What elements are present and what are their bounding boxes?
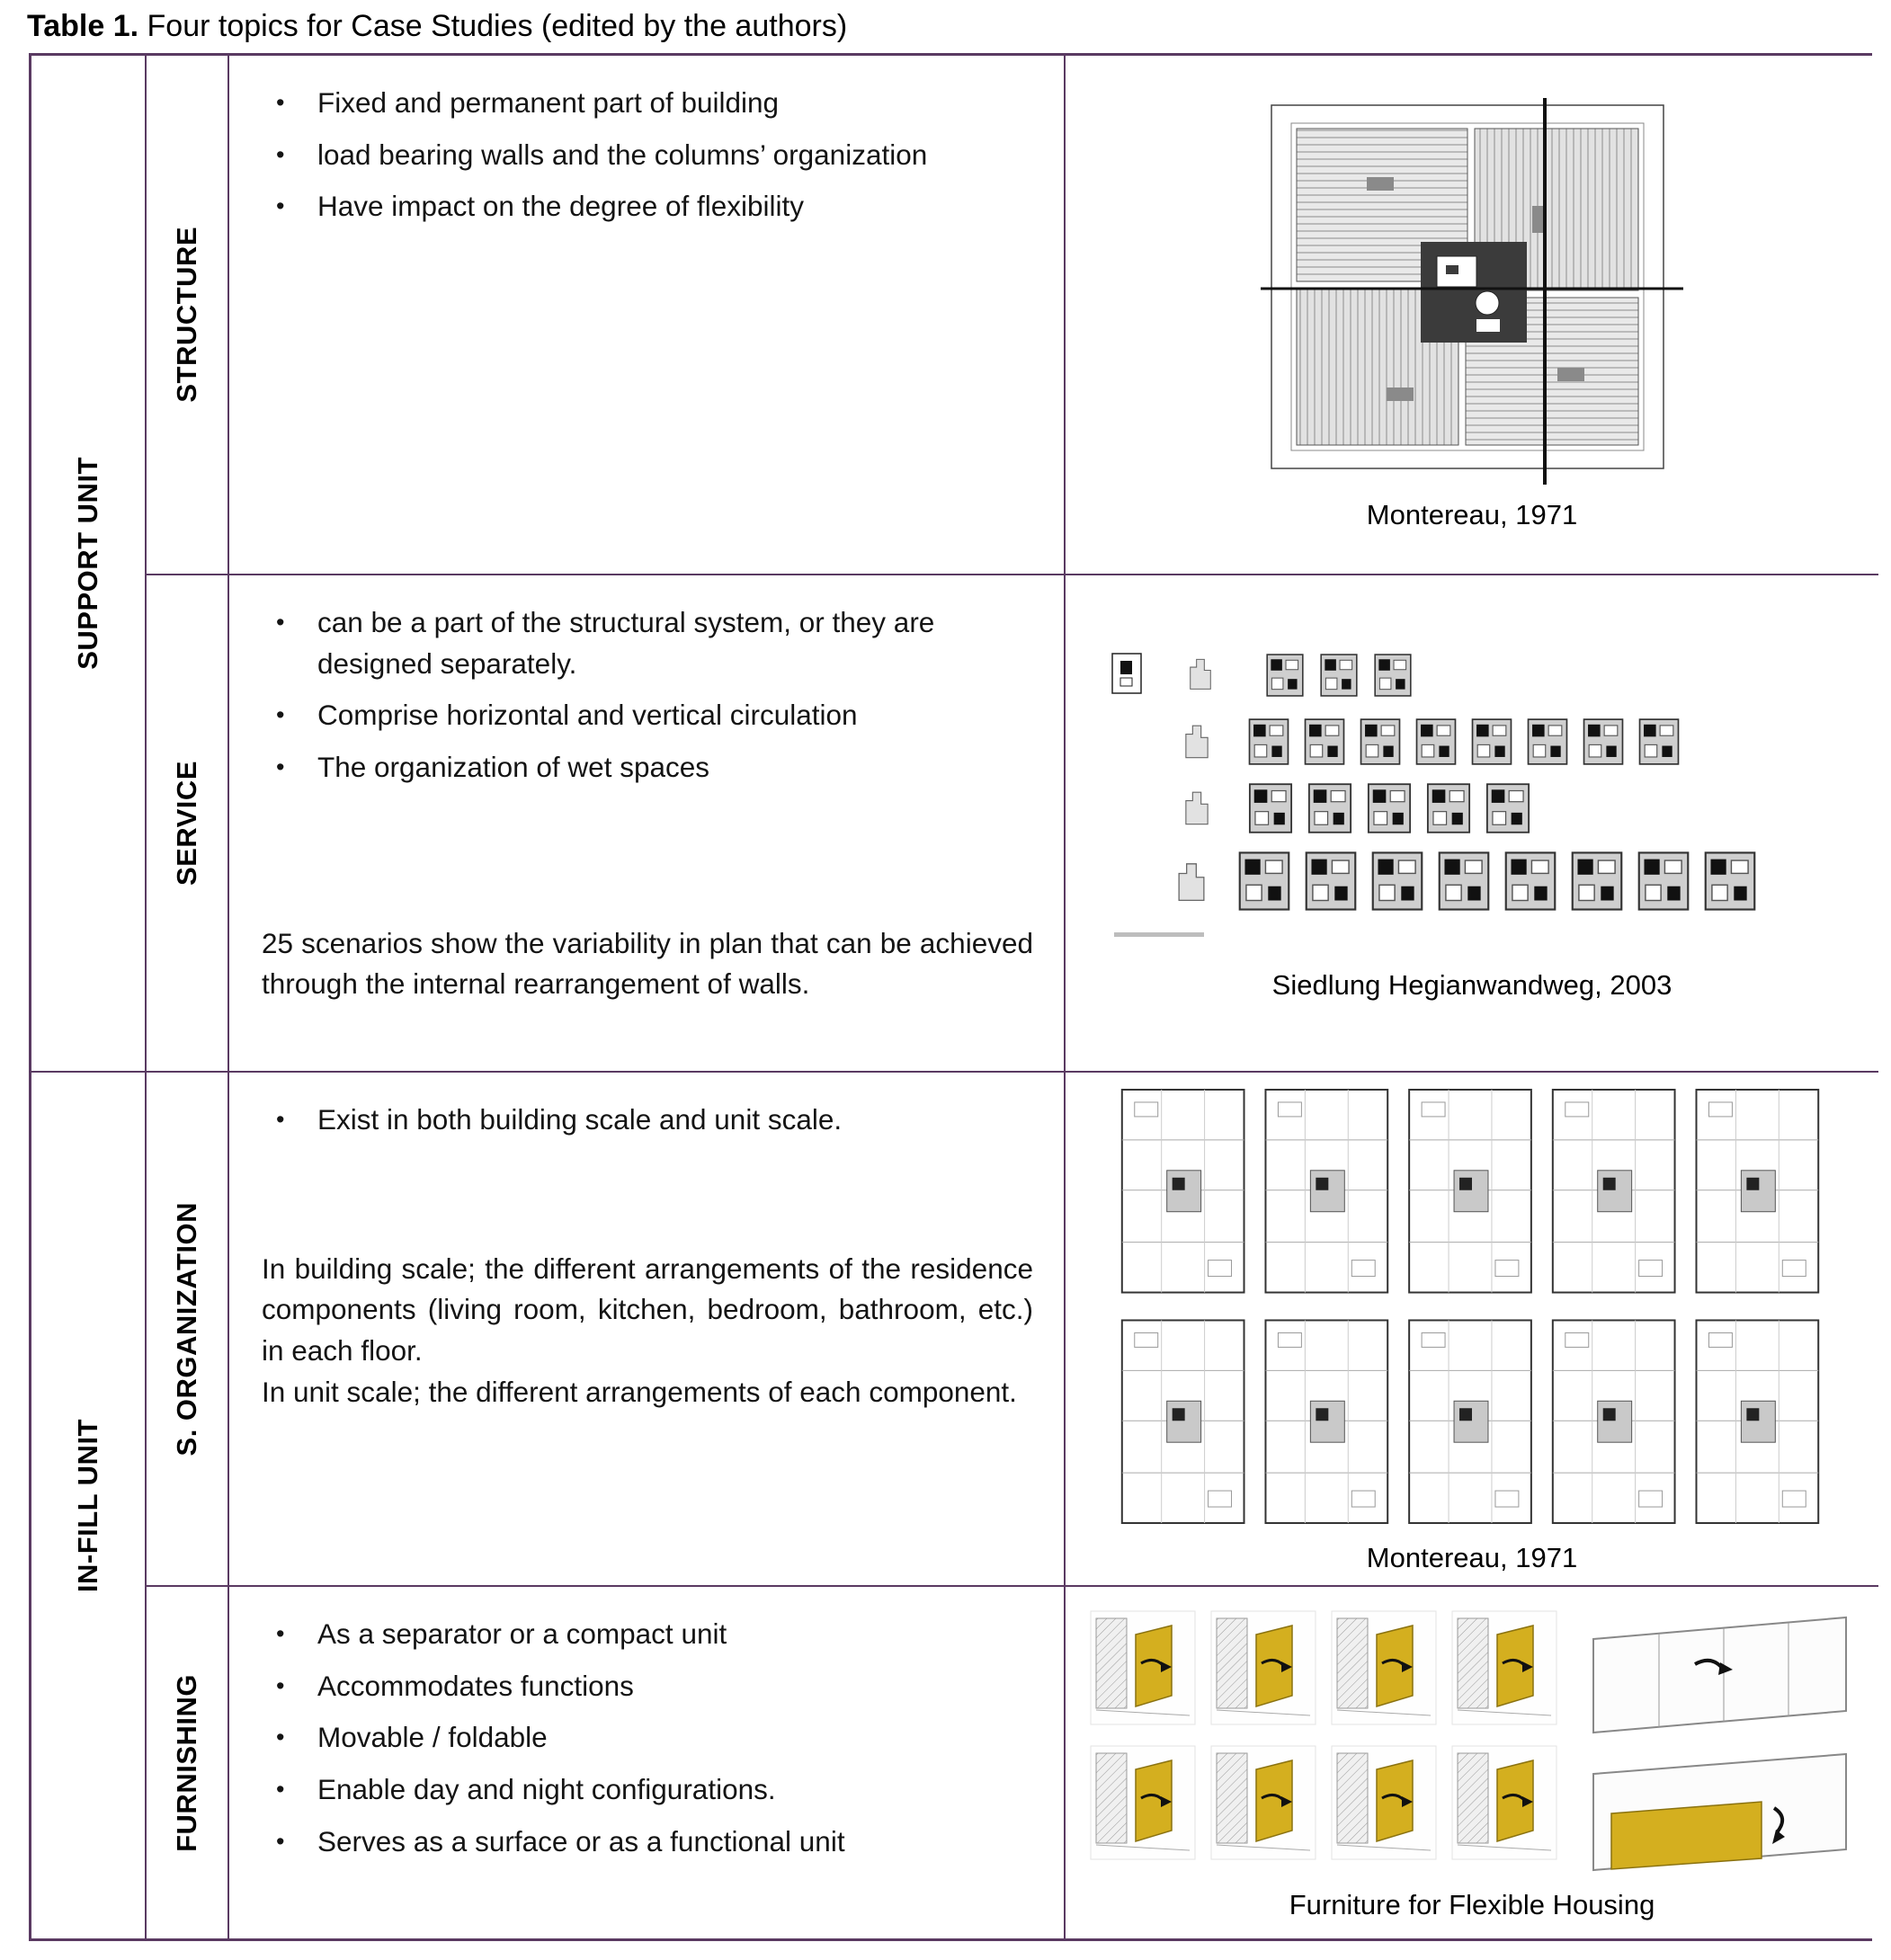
group-label-in-fill-unit: IN-FILL UNIT [72, 1418, 103, 1593]
bullet-item: • Movable / foldable [262, 1717, 1033, 1759]
topic-cell-structure [147, 56, 229, 575]
topic-label-structure: STRUCTURE [171, 227, 202, 403]
table-title-label: Table 1. [27, 9, 139, 43]
s-organization-bullet-list [262, 1100, 1033, 1141]
bullet-item: • Accommodates functions [262, 1666, 1033, 1707]
structure-figure-cell [1066, 56, 1878, 575]
service-bullet-list [262, 602, 1033, 788]
s-organization-text-cell [229, 1073, 1066, 1587]
bullet-item: • Have impact on the degree of flexibility [262, 186, 1033, 227]
service-note: 25 scenarios show the variability in plan that can be achieved through the internal rearrangement of walls. [262, 926, 1033, 1001]
montereau-structure-plan-figure [1261, 98, 1683, 485]
bullet-item: • As a separator or a compact unit [262, 1614, 1033, 1655]
group-label-support-unit: SUPPORT UNIT [72, 457, 103, 670]
bullet-item: • Comprise horizontal and vertical circulation [262, 695, 1033, 736]
montereau-unit-plans-figure [1112, 1083, 1832, 1528]
figure-caption: Siedlung Hegianwandweg, 2003 [1271, 969, 1672, 1001]
s-organization-note-1: In building scale; the different arrangements of the residence components (living room, kitchen, bedroom, bathroom, etc.) in each floor. [262, 1252, 1033, 1368]
bullet-item: • load bearing walls and the columns’ organization [262, 135, 1033, 176]
group-cell-support-unit [31, 56, 147, 1073]
service-figure-cell [1066, 575, 1878, 1073]
topic-label-service: SERVICE [171, 760, 202, 886]
table-title [0, 0, 1891, 53]
topic-cell-s-organization [147, 1073, 229, 1587]
furnishing-figure-cell [1066, 1587, 1878, 1938]
service-scenarios-figure [1103, 645, 1841, 955]
topic-label-furnishing: FURNISHING [171, 1673, 202, 1852]
s-organization-figure-cell [1066, 1073, 1878, 1587]
table-title-text: Four topics for Case Studies (edited by the authors) [138, 9, 848, 43]
service-text-cell [229, 575, 1066, 1073]
topic-cell-furnishing [147, 1587, 229, 1938]
figure-caption: Montereau, 1971 [1366, 499, 1578, 530]
figure-caption: Montereau, 1971 [1366, 1542, 1578, 1573]
shelf-sketch-top [1593, 1617, 1846, 1733]
topic-cell-service [147, 575, 229, 1073]
bullet-item: • Exist in both building scale and unit scale. [262, 1100, 1033, 1141]
case-studies-table [29, 53, 1872, 1941]
s-organization-note-2: In unit scale; the different arrangements of each component. [262, 1375, 1017, 1408]
bullet-item: • The organization of wet spaces [262, 747, 1033, 788]
bullet-item: • Fixed and permanent part of building [262, 83, 1033, 124]
furnishing-bullet-list [262, 1614, 1033, 1862]
figure-caption: Furniture for Flexible Housing [1289, 1888, 1655, 1920]
group-cell-in-fill-unit [31, 1073, 147, 1938]
topic-label-s-organization: S. ORGANIZATION [171, 1201, 202, 1457]
furnishing-text-cell [229, 1587, 1066, 1938]
structure-text-cell [229, 56, 1066, 575]
shelf-sketch-bottom [1593, 1754, 1846, 1870]
furniture-sketches-figure [1076, 1605, 1868, 1875]
bullet-item: • Enable day and night configurations. [262, 1769, 1033, 1811]
bullet-item: • Serves as a surface or as a functional unit [262, 1822, 1033, 1863]
bullet-item: • can be a part of the structural system, or they are designed separately. [262, 602, 1033, 684]
structure-bullet-list [262, 83, 1033, 227]
